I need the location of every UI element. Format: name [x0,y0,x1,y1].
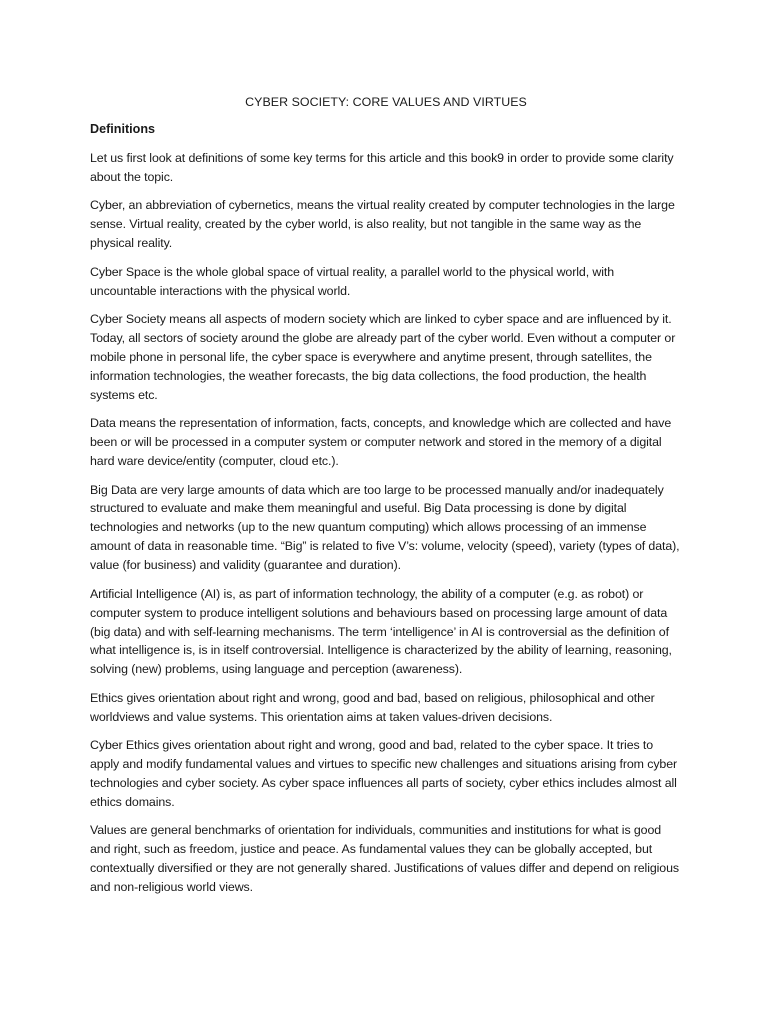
paragraph-cyber: Cyber, an abbreviation of cybernetics, means the virtual reality created by computer technologies in the large sense. Virtual reality, created by the cyber world, is also reality, but not tangible in the same way as the physical reality. [90,198,675,251]
paragraph-intro: Let us first look at definitions of some key terms for this article and this book9 in order to provide some clarity about the topic. [90,151,674,184]
document-title: CYBER SOCIETY: CORE VALUES AND VIRTUES [245,95,527,109]
paragraph-cyber-ethics: Cyber Ethics gives orientation about right and wrong, good and bad, related to the cyber space. It tries to apply and modify fundamental values and virtues to specific new challenges and situations arising from cyber technologies and cyber society. As cyber space influences all parts of society, cyber ethics includes almost all ethics domains. [90,738,678,809]
paragraph-data: Data means the representation of information, facts, concepts, and knowledge which are collected and have been or will be processed in a computer system or computer network and stored in the memory of a digital hard ware device/entity (computer, cloud etc.). [90,416,672,469]
section-heading-definitions: Definitions [90,122,156,136]
paragraph-ethics: Ethics gives orientation about right and wrong, good and bad, based on religious, philosophical and other worldviews and value systems. This orientation aims at taken values-driven decisions. [90,690,655,724]
document-page [90,93,682,907]
paragraph-cyber-space: Cyber Space is the whole global space of virtual reality, a parallel world to the physical world, with uncountable interactions with the physical world. [90,264,615,298]
paragraph-artificial-intelligence: Artificial Intelligence (AI) is, as part of information technology, the ability of a computer (e.g. as robot) or computer system to produce intelligent solutions and behaviours based on processing large amount of data (big data) and with self-learning mechanisms. The term ‘intelligence’ in AI is controversial as the definition of what intelligence is, is in itself controversial. Intelligence is characterized by the ability of learning, reasoning, solving (new) problems, using language and perception (awareness). [90,586,672,677]
paragraph-cyber-society: Cyber Society means all aspects of modern society which are linked to cyber space and are influenced by it. Today, all sectors of society around the globe are already part of the cyber world. Even without a computer or mobile phone in personal life, the cyber space is everywhere and anytime present, through satellites, the information technologies, the weather forecasts, the big data collections, the food production, the health systems etc. [90,312,676,402]
paragraph-values: Values are general benchmarks of orientation for individuals, communities and institutions for what is good and right, such as freedom, justice and peace. As fundamental values they can be globally accepted, but contextually diversified or they are not generally shared. Justifications of values differ and depend on religious and non-religious world views. [90,823,679,895]
paragraph-big-data: Big Data are very large amounts of data which are too large to be processed manually and/or inadequately structured to evaluate and make them meaningful and useful. Big Data processing is done by digital technologies and networks (up to the new quantum computing) which allows processing of an immense amount of data in reasonable time. “Big” is related to five V’s: volume, velocity (speed), variety (types of data), value (for business) and validity (guarantee and duration). [90,482,680,573]
